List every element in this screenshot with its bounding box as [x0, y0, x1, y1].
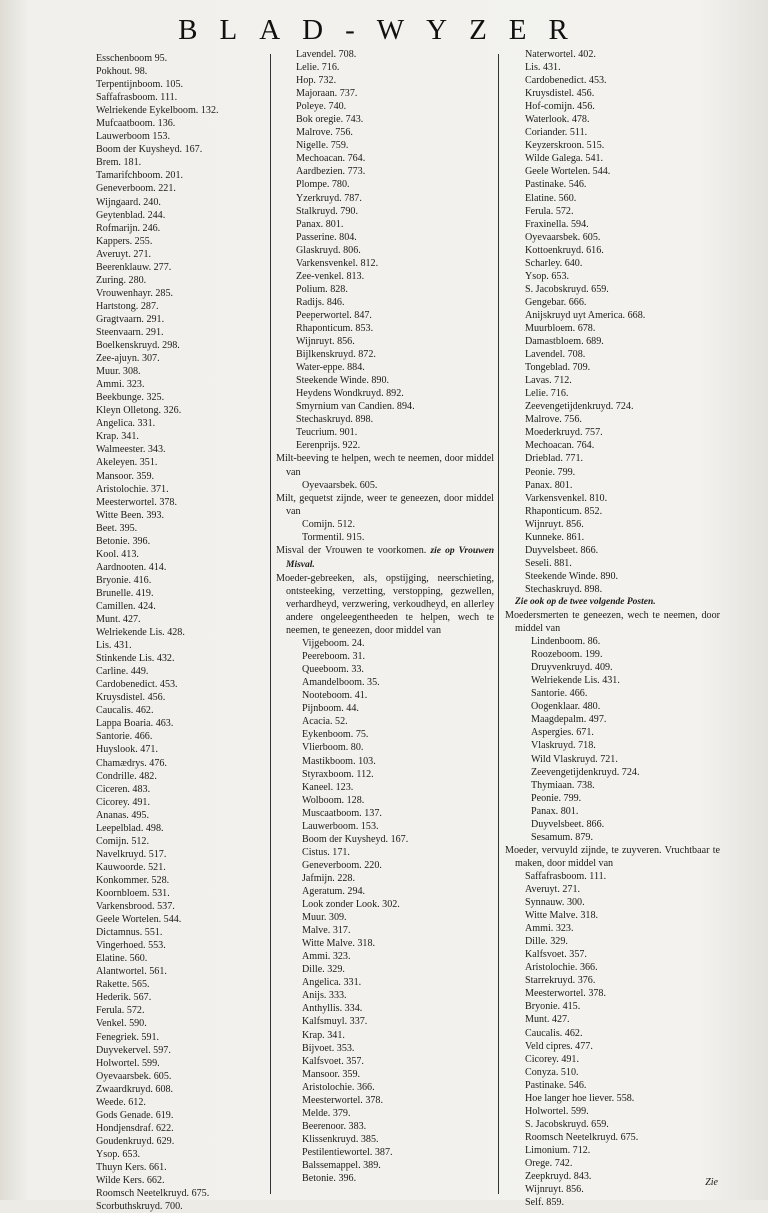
index-entry: Munt. 427.	[525, 1014, 570, 1026]
index-entry: Holwortel. 599.	[525, 1105, 589, 1117]
index-entry: Wijnruyt. 856.	[296, 336, 355, 348]
heading-moedersmerten: Moedersmerten te geneezen, wech te neemen, door middel van	[505, 610, 720, 635]
index-entry: Oogenklaar. 480.	[531, 701, 601, 713]
index-entry: Maagdepalm. 497.	[531, 714, 607, 726]
index-entry: Majoraan. 737.	[296, 88, 358, 100]
index-entry: Dictamnus. 551.	[96, 927, 163, 939]
index-entry: Balssemappel. 389.	[302, 1159, 381, 1171]
index-entry: Thymiaan. 738.	[531, 779, 595, 791]
index-entry: Averuyt. 271.	[96, 248, 152, 260]
index-entry: Eykenboom. 75.	[302, 729, 369, 741]
index-entry: Self. 859.	[525, 1197, 564, 1209]
index-entry: Wolboom. 128.	[302, 794, 365, 806]
index-entry: Stechaskruyd. 898.	[296, 414, 374, 426]
index-entry: Plompe. 780.	[296, 179, 350, 191]
index-entry: Mechoacan. 764.	[296, 153, 366, 165]
heading-misval-note: zie op Vrouwen Misval.	[286, 545, 494, 570]
index-entry: Lindenboom. 86.	[531, 636, 601, 648]
index-entry: Lelie. 716.	[525, 388, 569, 400]
index-entry: Muur. 308.	[96, 366, 141, 378]
index-entry: Oyevaarsbek. 605.	[96, 1070, 172, 1082]
index-entry: Kalfsvoet. 357.	[302, 1055, 364, 1067]
index-entry: Kappers. 255.	[96, 235, 153, 247]
index-entry: Leepelblad. 498.	[96, 822, 164, 834]
index-entry: Wijnruyt. 856.	[525, 1184, 584, 1196]
index-entry: Malve. 317.	[302, 925, 351, 937]
index-entry: Beekbunge. 325.	[96, 392, 165, 404]
index-entry: Elatine. 560.	[525, 192, 577, 204]
index-entry: Fraxinella. 594.	[525, 218, 589, 230]
index-entry: Duyvekervel. 597.	[96, 1044, 171, 1056]
column-right-list-b	[505, 635, 720, 844]
index-entry: Lelie. 716.	[296, 62, 340, 74]
index-entry: Geele Wortelen. 544.	[96, 914, 182, 926]
index-entry: Synnauw. 300.	[525, 897, 585, 909]
index-entry: Saffafrasboom. 111.	[96, 92, 178, 104]
index-entry: Witte Malve. 318.	[525, 910, 599, 922]
index-entry: Kruysdistel. 456.	[525, 88, 595, 100]
index-entry: Navelkruyd. 517.	[96, 848, 167, 860]
index-entry: Weede. 612.	[96, 1096, 146, 1108]
index-entry: Orege. 742.	[525, 1157, 573, 1169]
index-entry: Welriekende Lis. 428.	[96, 627, 185, 639]
column-right	[505, 48, 720, 1209]
index-entry: Comijn. 512.	[302, 518, 355, 530]
index-entry: S. Jacobskruyd. 659.	[525, 283, 609, 295]
index-entry: Heydens Wondkruyd. 892.	[296, 388, 404, 400]
index-entry: Yzerkruyd. 787.	[296, 192, 362, 204]
index-entry: Kalfsmuyl. 337.	[302, 1016, 368, 1028]
index-entry: Panax. 801.	[296, 218, 344, 230]
index-entry: Huyslook. 471.	[96, 744, 158, 756]
index-entry: Hoe langer hoe liever. 558.	[525, 1092, 635, 1104]
index-entry: Beet. 395.	[96, 522, 138, 534]
index-entry: Terpentijnboom. 105.	[96, 79, 184, 91]
column-divider-right	[498, 54, 499, 1194]
index-entry: Hof-comijn. 456.	[525, 101, 595, 113]
index-entry: Oyevaarsbek. 605.	[525, 231, 601, 243]
index-entry: Ysop. 653.	[96, 1148, 141, 1160]
index-entry: Beerenklauw. 277.	[96, 261, 172, 273]
index-entry: Averuyt. 271.	[525, 884, 581, 895]
index-entry: Ysop. 653.	[525, 270, 570, 282]
index-entry: Geele Wortelen. 544.	[525, 166, 611, 178]
index-entry: Melde. 379.	[302, 1107, 351, 1119]
index-entry: S. Jacobskruyd. 659.	[525, 1118, 609, 1130]
index-entry: Queeboom. 33.	[302, 664, 364, 676]
index-entry: Kunneke. 861.	[525, 531, 585, 543]
index-entry: Meesterwortel. 378.	[96, 496, 178, 508]
index-entry: Scharley. 640.	[525, 257, 583, 269]
index-entry: Ciceren. 483.	[96, 783, 151, 795]
index-entry: Mansoor. 359.	[96, 470, 155, 482]
index-entry: Malrove. 756.	[525, 414, 582, 426]
index-entry: Acacia. 52.	[302, 716, 348, 728]
index-entry: Elatine. 560.	[96, 953, 148, 965]
index-entry: Krap. 341.	[302, 1029, 345, 1041]
index-entry: Munt. 427.	[96, 614, 141, 626]
index-entry: Teucrium. 901.	[296, 427, 358, 439]
index-entry: Krap. 341.	[96, 431, 139, 443]
index-entry: Waterlook. 478.	[525, 114, 590, 126]
index-entry: Kruysdistel. 456.	[96, 692, 166, 704]
index-entry: Aristolochie. 366.	[302, 1081, 375, 1093]
index-entry: Geneverboom. 221.	[96, 183, 176, 195]
index-entry: Stechaskruyd. 898.	[525, 583, 603, 595]
index-entry: Lauwerboom 153.	[96, 131, 171, 143]
index-entry: Caucalis. 462.	[96, 705, 154, 717]
index-entry: Condrille. 482.	[96, 770, 157, 782]
index-entry: Bryonie. 415.	[525, 1001, 581, 1013]
index-entry: Drieblad. 771.	[525, 453, 584, 465]
index-entry: Rhaponticum. 853.	[296, 322, 374, 334]
index-entry: Konkommer. 528.	[96, 874, 170, 886]
index-entry: Glaskruyd. 806.	[296, 244, 361, 256]
index-entry: Look zonder Look. 302.	[302, 899, 400, 911]
index-entry: Stinkende Lis. 432.	[96, 653, 175, 665]
index-entry: Ferula. 572.	[96, 1005, 145, 1017]
index-entry: Caucalis. 462.	[525, 1027, 583, 1039]
index-entry: Roomsch Neetelkruyd. 675.	[525, 1131, 639, 1143]
index-entry: Aardnooten. 414.	[96, 561, 167, 573]
index-entry: Aardbezien. 773.	[296, 166, 366, 178]
index-entry: Duyvelsbeet. 866.	[531, 818, 605, 830]
index-entry: Lavendel. 708.	[525, 349, 586, 361]
index-entry: Conyza. 510.	[525, 1066, 579, 1078]
index-entry: Lis. 431.	[525, 62, 561, 74]
index-entry: Lappa Boaria. 463.	[96, 718, 174, 730]
index-entry: Brunelle. 419.	[96, 587, 154, 599]
index-entry: Ferula. 572.	[525, 205, 574, 217]
column-middle	[276, 48, 494, 1185]
index-entry: Hondjensdraf. 622.	[96, 1122, 174, 1134]
index-entry: Cicorey. 491.	[525, 1053, 580, 1065]
index-entry: Wilde Kers. 662.	[96, 1175, 165, 1187]
index-entry: Brem. 181.	[96, 157, 142, 169]
index-entry: Druyvenkruyd. 409.	[531, 662, 613, 674]
index-entry: Bijvoet. 353.	[302, 1042, 355, 1054]
index-entry: Vlierboom. 80.	[302, 742, 364, 754]
index-entry: Moederkruyd. 757.	[525, 427, 603, 439]
index-entry: Coriander. 511.	[525, 127, 588, 139]
index-entry: Peonie. 799.	[531, 792, 582, 804]
index-entry: Hop. 732.	[296, 75, 337, 87]
index-entry: Cardobenedict. 453.	[525, 75, 607, 87]
index-entry: Dille. 329.	[525, 936, 568, 948]
index-entry: Pastinake. 546.	[525, 179, 587, 191]
index-entry: Rofmarijn. 246.	[96, 222, 161, 234]
column-left-list	[96, 52, 266, 1213]
index-entry: Vrouwenhayr. 285.	[96, 287, 174, 299]
index-entry: Bok oregie. 743.	[296, 114, 364, 126]
index-entry: Muur. 309.	[302, 912, 347, 924]
index-entry: Pijnboom. 44.	[302, 703, 359, 715]
index-entry: Chamædrys. 476.	[96, 757, 167, 769]
index-entry: Muurbloem. 678.	[525, 322, 596, 334]
index-entry: Mechoacan. 764.	[525, 440, 595, 452]
index-entry: Cicorey. 491.	[96, 796, 151, 808]
index-entry: Tamarifchboom. 201.	[96, 170, 184, 182]
index-entry: Zee-ajuyn. 307.	[96, 353, 160, 365]
index-entry: Tormentil. 915.	[302, 531, 365, 543]
column-right-list-a	[505, 48, 720, 596]
index-entry: Ammi. 323.	[525, 923, 574, 935]
index-entry: Thuyn Kers. 661.	[96, 1161, 167, 1173]
index-entry: Kottoenkruyd. 616.	[525, 244, 604, 256]
index-entry: Kaneel. 123.	[302, 781, 354, 793]
index-entry: Muscaatboom. 137.	[302, 807, 382, 819]
column-divider-left	[270, 54, 271, 1194]
index-entry: Witte Malve. 318.	[302, 938, 376, 950]
index-entry: Roozeboom. 199.	[531, 649, 603, 661]
index-entry: Welriekende Lis. 431.	[531, 675, 620, 687]
index-entry: Ananas. 495.	[96, 809, 149, 821]
index-entry: Gengebar. 666.	[525, 296, 587, 308]
column-middle-list-a	[276, 48, 494, 452]
index-entry: Goudenkruyd. 629.	[96, 1135, 175, 1147]
index-entry: Wilde Galega. 541.	[525, 153, 604, 165]
index-entry: Venkel. 590.	[96, 1018, 147, 1030]
index-entry: Kool. 413.	[96, 548, 139, 560]
index-entry: Lauwerboom. 153.	[302, 820, 379, 832]
index-entry: Pastinake. 546.	[525, 1079, 587, 1091]
index-entry: Boom der Kuysheyd. 167.	[96, 144, 203, 156]
index-entry: Bijlkenskruyd. 872.	[296, 349, 376, 361]
index-entry: Ammi. 323.	[96, 379, 145, 391]
column-middle-list-d	[276, 637, 494, 1185]
index-entry: Saffafrasboom. 111.	[525, 870, 607, 882]
index-entry: Kalfsvoet. 357.	[525, 949, 587, 961]
index-entry: Betonie. 396.	[96, 535, 151, 547]
index-entry: Veld cipres. 477.	[525, 1040, 593, 1052]
index-entry: Peonie. 799.	[525, 466, 576, 478]
index-entry: Alantwortel. 561.	[96, 966, 167, 978]
index-entry: Starrekruyd. 376.	[525, 975, 596, 987]
index-entry: Bryonie. 416.	[96, 574, 152, 586]
index-entry: Scorbuthskruyd. 700.	[96, 1201, 183, 1213]
index-entry: Kleyn Olletong. 326.	[96, 405, 182, 417]
index-entry: Steekende Winde. 890.	[296, 375, 390, 387]
index-entry: Tongeblad. 709.	[525, 362, 591, 374]
index-entry: Rakette. 565.	[96, 979, 150, 991]
index-entry: Boom der Kuysheyd. 167.	[302, 833, 409, 845]
index-entry: Malrove. 756.	[296, 127, 353, 139]
index-entry: Klissenkruyd. 385.	[302, 1133, 379, 1145]
index-entry: Cardobenedict. 453.	[96, 679, 178, 691]
index-entry: Kauwoorde. 521.	[96, 861, 166, 873]
index-entry: Varkensvenkel. 810.	[525, 492, 608, 504]
index-entry: Water-eppe. 884.	[296, 362, 365, 374]
index-entry: Aspergies. 671.	[531, 727, 594, 739]
index-entry: Panax. 801.	[531, 805, 579, 817]
index-entry: Limonium. 712.	[525, 1144, 591, 1156]
index-entry: Zeepkruyd. 843.	[525, 1171, 592, 1183]
index-entry: Varkensbrood. 537.	[96, 901, 175, 913]
index-entry: Duyvelsbeet. 866.	[525, 544, 599, 556]
index-entry: Smyrnium van Candien. 894.	[296, 401, 415, 413]
index-entry: Gods Genade. 619.	[96, 1109, 174, 1121]
index-entry: Santorie. 466.	[531, 688, 588, 700]
index-entry: Walmeester. 343.	[96, 444, 166, 456]
index-entry: Panax. 801.	[525, 479, 573, 491]
index-entry: Santorie. 466.	[96, 731, 153, 743]
heading-milt-beeving: Milt-beeving te helpen, wech te neemen, door middel van	[276, 453, 494, 478]
index-entry: Keyzerskroon. 515.	[525, 140, 605, 152]
index-entry: Nigelle. 759.	[296, 140, 349, 152]
index-entry: Angelica. 331.	[96, 418, 156, 430]
index-entry: Vingerhoed. 553.	[96, 940, 166, 952]
index-entry: Ageratum. 294.	[302, 886, 366, 897]
index-entry: Amandelboom. 35.	[302, 677, 380, 689]
heading-milt-gequetst: Milt, gequetst zijnde, weer te geneezen, door middel van	[276, 492, 494, 517]
index-entry: Damastbloem. 689.	[525, 336, 604, 348]
index-entry: Steekende Winde. 890.	[525, 570, 619, 582]
page-title: BLAD-WYZER	[178, 14, 590, 46]
index-entry: Radijs. 846.	[296, 296, 345, 308]
index-entry: Wijngaard. 240.	[96, 196, 161, 208]
index-entry: Dille. 329.	[302, 964, 345, 976]
index-entry: Witte Been. 393.	[96, 509, 164, 521]
index-entry: Gragtvaarn. 291.	[96, 313, 165, 325]
index-entry: Mastikboom. 103.	[302, 755, 376, 767]
index-entry: Polium. 828.	[296, 283, 348, 295]
index-entry: Akeleyen. 351.	[96, 457, 158, 469]
index-entry: Esschenboom 95.	[96, 53, 168, 64]
index-entry: Lis. 431.	[96, 640, 132, 652]
column-middle-list-c	[276, 518, 494, 544]
heading-moeder-vervuyld: Moeder, vervuyld zijnde, te zuyveren. Vruchtbaar te maken, door middel van	[505, 844, 720, 869]
index-entry: Camillen. 424.	[96, 600, 156, 612]
index-entry: Roomsch Neetelkruyd. 675.	[96, 1188, 210, 1200]
index-entry: Zeevengetijdenkruyd. 724.	[531, 766, 640, 778]
column-middle-list-b	[276, 479, 494, 492]
index-entry: Hederik. 567.	[96, 992, 152, 1004]
index-entry: Meesterwortel. 378.	[525, 988, 607, 1000]
index-entry: Anijs. 333.	[302, 990, 347, 1002]
heading-misval-text: Misval der Vrouwen te voorkomen.	[276, 544, 427, 556]
index-entry: Hartstong. 287.	[96, 300, 159, 312]
index-entry: Holwortel. 599.	[96, 1057, 160, 1069]
index-entry: Angelica. 331.	[302, 977, 362, 989]
index-entry: Nooteboom. 41.	[302, 690, 368, 702]
index-entry: Mufcaatboom. 136.	[96, 118, 176, 130]
index-entry: Anijskruyd uyt America. 668.	[525, 309, 646, 321]
index-entry: Carline. 449.	[96, 666, 149, 678]
index-entry: Oyevaarsbek. 605.	[302, 479, 378, 491]
column-left	[96, 52, 266, 1213]
index-entry: Jafmijn. 228.	[302, 872, 355, 884]
index-entry: Zeevengetijdenkruyd. 724.	[525, 401, 634, 413]
index-entry: Comijn. 512.	[96, 835, 149, 847]
index-entry: Poleye. 740.	[296, 101, 347, 113]
index-entry: Pokhout. 98.	[96, 66, 148, 78]
index-entry: Betonie. 396.	[302, 1173, 357, 1185]
index-entry: Lavendel. 708.	[296, 49, 357, 60]
cross-reference-note: Zie ook op de twee volgende Posten.	[515, 596, 656, 607]
index-entry: Aristolochie. 366.	[525, 962, 598, 974]
index-entry: Styraxboom. 112.	[302, 768, 374, 780]
index-entry: Beerenoor. 383.	[302, 1120, 367, 1132]
index-entry: Ammi. 323.	[302, 951, 351, 963]
index-entry: Peeperwortel. 847.	[296, 309, 372, 321]
index-entry: Lavas. 712.	[525, 375, 572, 387]
heading-moeder-gebreeken: Moeder-gebreeken, als, opstijging, neerschieting, ontsteeking, verzetting, verstopping, gezwellen, verhardheyd, verzwering, verkoudheyd, en allerley andere ongeleegentheeden te helpen, wech te neemen, te geneezen, door middel van	[276, 572, 494, 637]
index-entry: Geytenblad. 244.	[96, 209, 166, 221]
index-entry: Meesterwortel. 378.	[302, 1094, 384, 1106]
index-entry: Geneverboom. 220.	[302, 859, 382, 871]
index-entry: Cistus. 171.	[302, 846, 350, 858]
index-entry: Welriekende Eykelboom. 132.	[96, 105, 219, 117]
index-entry: Passerine. 804.	[296, 231, 357, 243]
index-entry: Zwaardkruyd. 608.	[96, 1083, 174, 1095]
index-entry: Sesamum. 879.	[531, 831, 593, 843]
index-entry: Koornbloem. 531.	[96, 888, 170, 899]
index-entry: Mansoor. 359.	[302, 1068, 361, 1080]
index-entry: Wild Vlaskruyd. 721.	[531, 753, 618, 765]
index-entry: Vijgeboom. 24.	[302, 638, 365, 650]
index-entry: Aristolochie. 371.	[96, 483, 169, 495]
index-entry: Steenvaarn. 291.	[96, 326, 164, 338]
index-entry: Anthyllis. 334.	[302, 1003, 363, 1015]
index-entry: Eerenprijs. 922.	[296, 440, 361, 452]
index-entry: Rhaponticum. 852.	[525, 505, 603, 517]
index-entry: Peereboom. 31.	[302, 651, 366, 663]
index-entry: Seseli. 881.	[525, 557, 572, 569]
index-entry: Fenegriek. 591.	[96, 1031, 160, 1043]
index-entry: Varkensvenkel. 812.	[296, 257, 379, 269]
index-entry: Naterwortel. 402.	[525, 49, 596, 60]
index-entry: Zuring. 280.	[96, 274, 147, 286]
index-entry: Vlaskruyd. 718.	[531, 740, 596, 752]
heading-misval	[276, 544, 494, 572]
index-entry: Stalkruyd. 790.	[296, 205, 358, 217]
index-entry: Pestilentiewortel. 387.	[302, 1146, 393, 1158]
index-entry: Boelkenskruyd. 298.	[96, 340, 180, 352]
catchword: Zie	[705, 1177, 718, 1188]
index-entry: Wijnruyt. 856.	[525, 518, 584, 530]
index-entry: Zee-venkel. 813.	[296, 270, 365, 282]
column-right-list-c	[505, 870, 720, 1209]
